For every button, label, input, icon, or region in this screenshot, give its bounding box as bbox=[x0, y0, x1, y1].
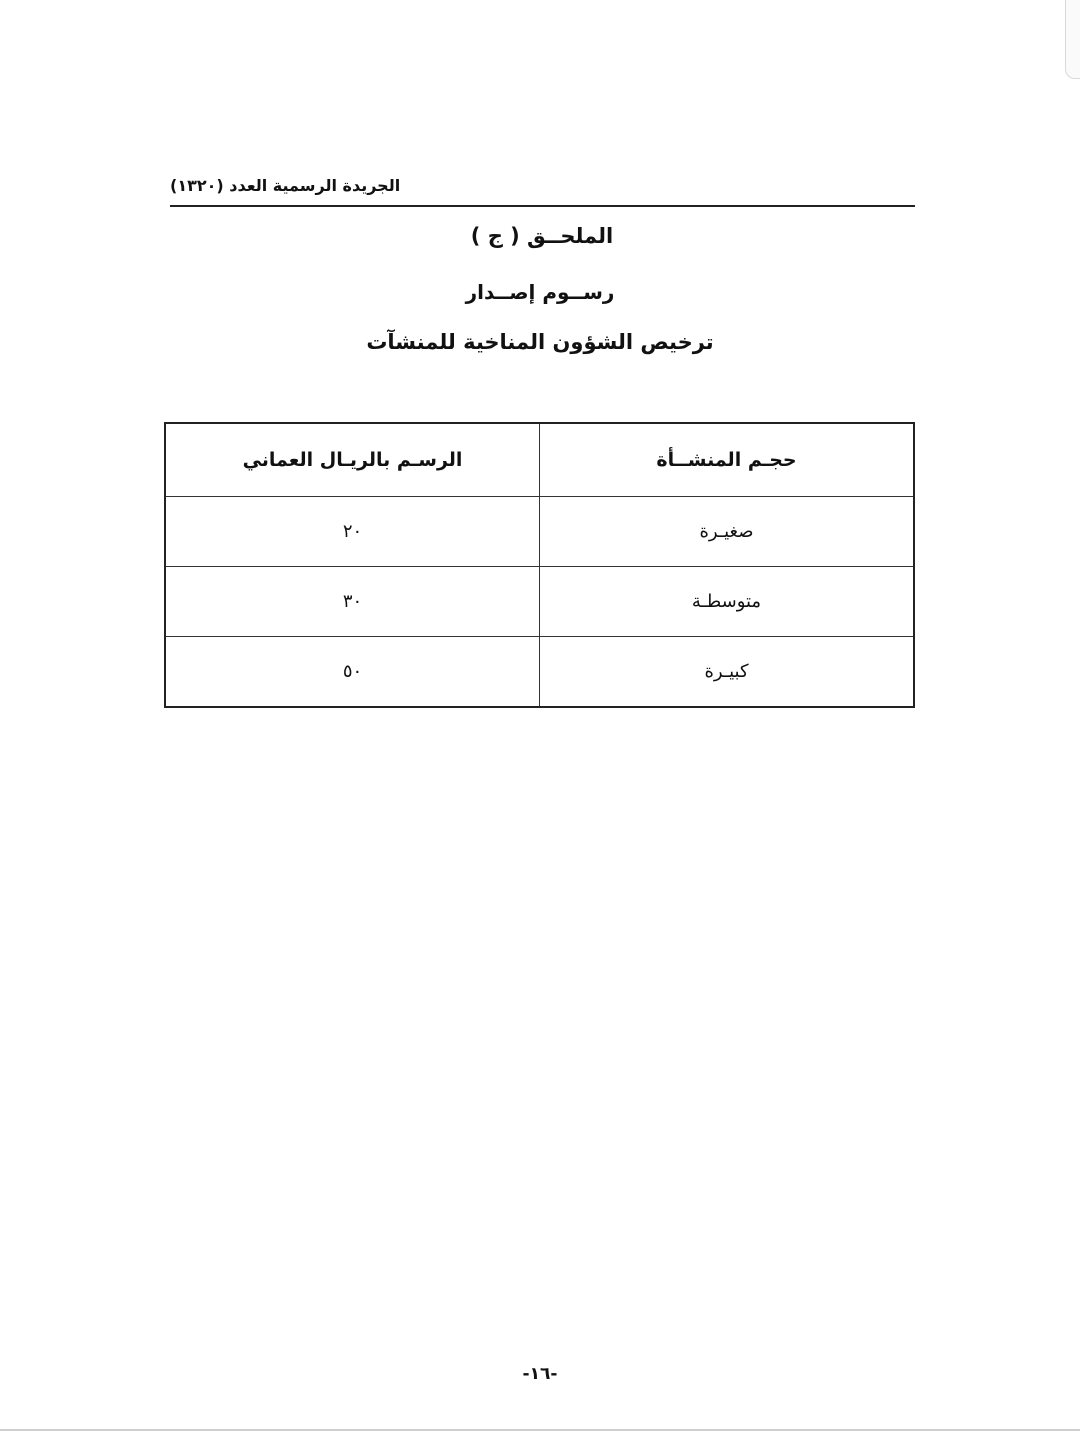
license-title: ترخيص الشؤون المناخية للمنشآت bbox=[366, 330, 714, 354]
cell-fee: ٢٠ bbox=[165, 497, 540, 567]
page-header bbox=[170, 172, 915, 207]
annex-title: الملحــق ( ج ) bbox=[470, 224, 614, 248]
table-row bbox=[165, 637, 914, 708]
column-header-fee: الرسـم بالريـال العماني bbox=[165, 423, 540, 497]
page-edge bbox=[1065, 0, 1080, 79]
fees-table bbox=[164, 422, 915, 708]
column-header-size: حجـم المنشــأة bbox=[540, 423, 915, 497]
table-row bbox=[165, 567, 914, 637]
publication-title: الجريدة الرسمية العدد (١٣٢٠) bbox=[170, 176, 401, 195]
page-number: -١٦- bbox=[522, 1364, 558, 1384]
cell-size: صغيـرة bbox=[540, 497, 915, 567]
cell-size: متوسطـة bbox=[540, 567, 915, 637]
cell-fee: ٣٠ bbox=[165, 567, 540, 637]
table-row bbox=[165, 497, 914, 567]
cell-size: كبيـرة bbox=[540, 637, 915, 708]
cell-fee: ٥٠ bbox=[165, 637, 540, 708]
table-header-row bbox=[165, 423, 914, 497]
fees-title: رســوم إصــدار bbox=[465, 280, 615, 304]
